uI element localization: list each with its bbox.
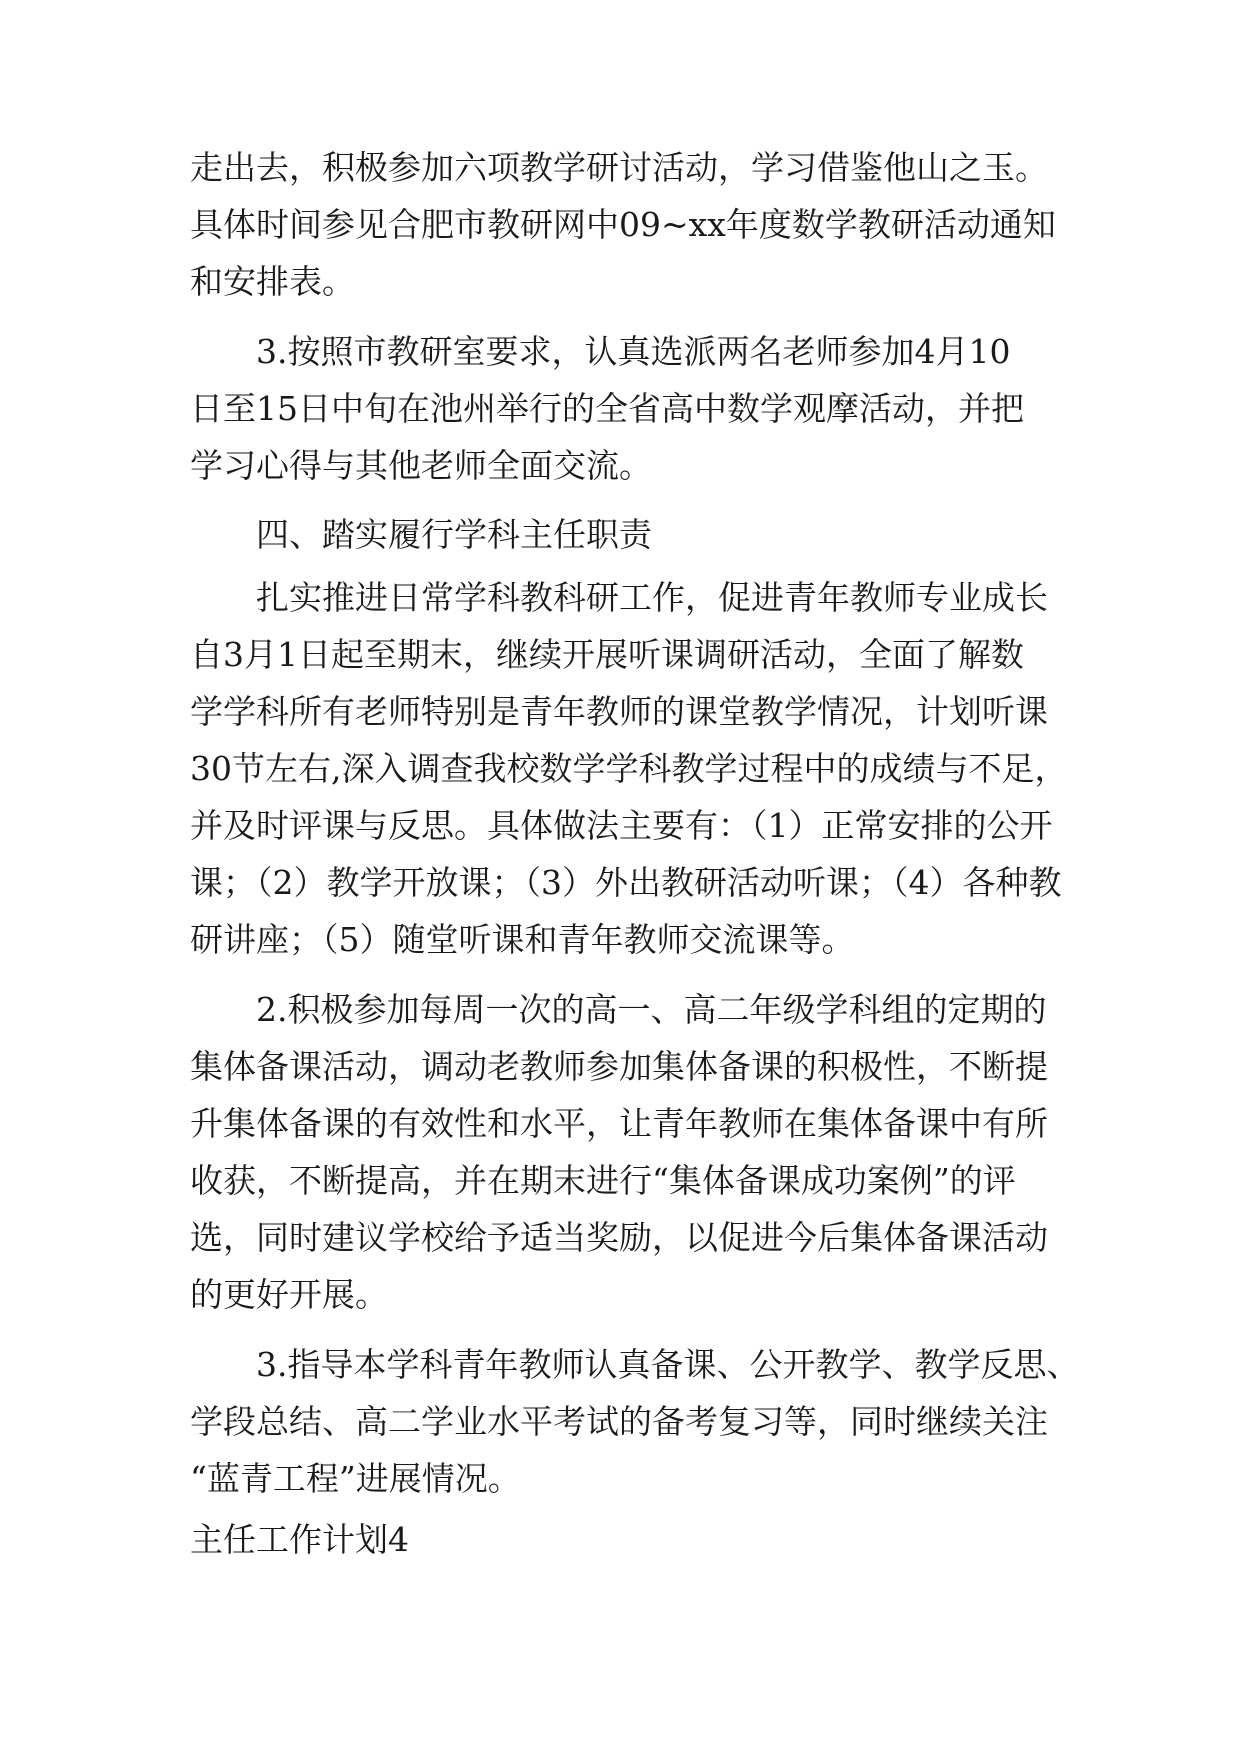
text-line: 2.积极参加每周一次的高一、高二年级学科组的定期的 — [256, 990, 1047, 1029]
text-line: 日至15日中旬在池州举行的全省高中数学观摩活动，并把 — [190, 389, 1024, 428]
text-line: 集体备课活动，调动老教师参加集体备课的积极性，不断提 — [190, 1047, 1048, 1086]
section-heading: 四、踏实履行学科主任职责 — [256, 515, 652, 554]
text-line: 并及时评课与反思。具体做法主要有：（1）正常安排的公开 — [190, 806, 1053, 845]
text-line: 走出去，积极参加六项教学研讨活动，学习借鉴他山之玉。 — [190, 148, 1048, 187]
text-line: 研讲座；（5）随堂听课和青年教师交流课等。 — [190, 920, 855, 959]
text-line: 具体时间参见合肥市教研网中09~xx年度数学教研活动通知 — [190, 205, 1056, 244]
text-line: 升集体备课的有效性和水平，让青年教师在集体备课中有所 — [190, 1104, 1048, 1143]
text-line: 和安排表。 — [190, 262, 355, 301]
text-line: “蓝青工程”进展情况。 — [190, 1459, 521, 1498]
text-line: 扎实推进日常学科教科研工作，促进青年教师专业成长 — [256, 578, 1048, 617]
text-line: 自3月1日起至期末，继续开展听课调研活动，全面了解数 — [190, 635, 1024, 674]
text-line: 学段总结、高二学业水平考试的备考复习等，同时继续关注 — [190, 1402, 1048, 1441]
subheading: 主任工作计划4 — [190, 1520, 409, 1559]
text-line: 选，同时建议学校给予适当奖励，以促进今后集体备课活动 — [190, 1218, 1048, 1257]
text-line: 学学科所有老师特别是青年教师的课堂教学情况，计划听课 — [190, 692, 1048, 731]
text-line: 30节左右,深入调查我校数学学科教学过程中的成绩与不足， — [190, 749, 1068, 788]
text-line: 3.指导本学科青年教师认真备课、公开教学、教学反思、 — [256, 1345, 1080, 1384]
text-line: 3.按照市教研室要求，认真选派两名老师参加4月10 — [256, 332, 1011, 371]
text-line: 学习心得与其他老师全面交流。 — [190, 446, 652, 485]
text-line: 收获，不断提高，并在期末进行“集体备课成功案例”的评 — [190, 1161, 1016, 1200]
text-line: 的更好开展。 — [190, 1275, 388, 1314]
text-line: 课；（2）教学开放课；（3）外出教研活动听课；（4）各种教 — [190, 863, 1062, 902]
